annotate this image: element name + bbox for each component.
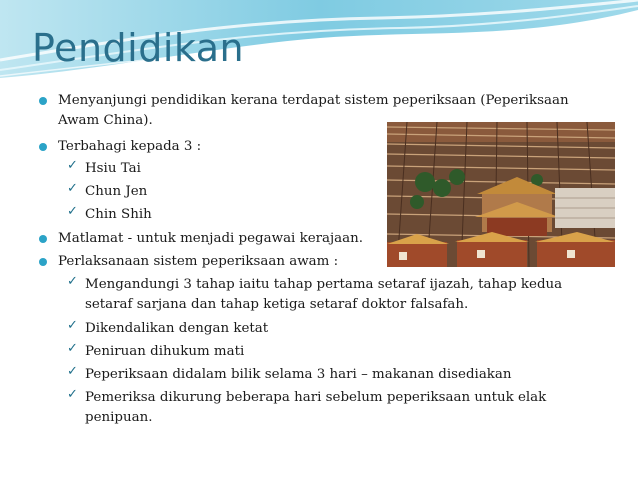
checkmark-icon: ✓ [67, 181, 78, 196]
bullet-text: Matlamat - untuk menjadi pegawai kerajaan. [58, 231, 364, 246]
bullet-text: Perlaksanaan sistem peperiksaan awam : [58, 254, 339, 269]
bullet-text: Awam China). [58, 113, 153, 128]
bullet-text: Terbahagi kepada 3 : [58, 139, 202, 154]
sub-bullet-text: Peperiksaan didalam bilik selama 3 hari – makanan disediakan [85, 367, 512, 382]
checkmark-icon: ✓ [67, 364, 78, 379]
checkmark-icon: ✓ [67, 318, 78, 333]
checkmark-icon: ✓ [67, 204, 78, 219]
sub-bullet-text: Pemeriksa dikurung beberapa hari sebelum peperiksaan untuk elak [85, 390, 547, 405]
examination-compound-photo [387, 122, 615, 267]
sub-bullet-text: penipuan. [85, 410, 153, 425]
bullet-text: Menyanjungi pendidikan kerana terdapat sistem peperiksaan (Peperiksaan [58, 93, 569, 108]
sub-bullet-text: setaraf sarjana dan tahap ketiga setaraf doktor falsafah. [85, 297, 469, 312]
round-bullet-icon [39, 235, 47, 243]
slide-title: Pendidikan [32, 26, 245, 70]
checkmark-icon: ✓ [67, 274, 78, 289]
sub-bullet-text: Dikendalikan dengan ketat [85, 321, 269, 336]
sub-bullet-text: Chun Jen [85, 184, 148, 199]
sub-bullet-text: Peniruan dihukum mati [85, 344, 245, 359]
checkmark-icon: ✓ [67, 387, 78, 402]
checkmark-icon: ✓ [67, 158, 78, 173]
sub-bullet-text: Mengandungi 3 tahap iaitu tahap pertama setaraf ijazah, tahap kedua [85, 277, 563, 292]
round-bullet-icon [39, 143, 47, 151]
sub-bullet-text: Chin Shih [85, 207, 152, 222]
round-bullet-icon [39, 258, 47, 266]
round-bullet-icon [39, 97, 47, 105]
checkmark-icon: ✓ [67, 341, 78, 356]
sub-bullet-text: Hsiu Tai [85, 161, 141, 176]
